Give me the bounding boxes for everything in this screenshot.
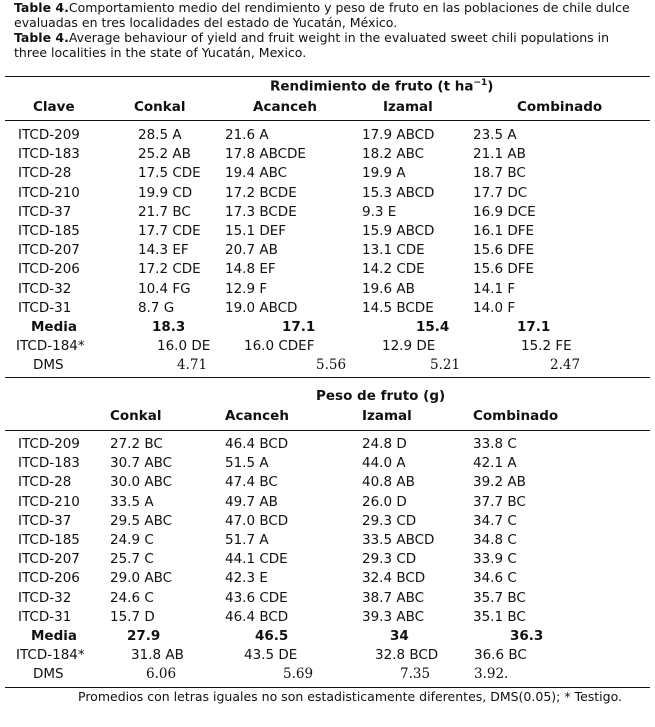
cell: 14.2 CDE: [362, 261, 425, 278]
caption-es: [14, 0, 646, 30]
cell: ITCD-185: [18, 532, 80, 548]
cell: 16.0 DE: [157, 338, 211, 355]
section1-title-sup: −1: [473, 78, 488, 88]
cell: 27.2 BC: [110, 436, 163, 452]
cell: 24.6 C: [110, 589, 154, 606]
cell: ITCD-37: [18, 512, 72, 529]
table-row: [0, 494, 655, 513]
table-caption: [14, 0, 646, 60]
cell: 25.7 C: [110, 551, 154, 568]
cell: 34: [390, 628, 409, 644]
table-row: [0, 455, 655, 474]
cell: 17.1: [282, 319, 316, 335]
cell: 46.4 BCD: [225, 436, 289, 452]
cell: 37.7 BC: [473, 493, 526, 510]
cell: 15.4: [416, 319, 450, 335]
table-row: [0, 609, 655, 628]
caption-en-text: Average behaviour of yield and fruit weight in the evaluated sweet chili populations in three localities in the state of Yucatán, Mexico.: [14, 30, 610, 60]
cell: 46.4 BCD: [225, 608, 289, 625]
cell: 47.4 BC: [225, 474, 278, 491]
cell: DMS: [33, 666, 64, 683]
table-row: [0, 165, 655, 184]
cell: 14.0 F: [473, 299, 516, 316]
section2-header-row: [0, 408, 655, 427]
cell: 34.8 C: [473, 532, 517, 548]
cell: ITCD-206: [18, 570, 80, 587]
cell: 17.2 BCDE: [225, 184, 297, 201]
footnote: Promedios con letras iguales no son estadisticamente diferentes, DMS(0.05); * Testigo.: [78, 689, 622, 704]
testigo-row: [0, 338, 655, 357]
col-header-combinado: Combinado: [517, 99, 603, 115]
cell: 15.2 FE: [521, 338, 572, 355]
table-row: [0, 185, 655, 204]
cell: 18.2 ABC: [362, 146, 425, 163]
cell: 19.6 AB: [362, 280, 415, 297]
cell: 40.8 AB: [362, 474, 415, 491]
col-header-clave: Clave: [33, 99, 75, 115]
cell: 35.7 BC: [473, 589, 526, 606]
cell: 32.8 BCD: [375, 647, 439, 664]
cell: ITCD-31: [18, 299, 72, 316]
cell: 15.9 ABCD: [362, 223, 435, 239]
cell: 43.6 CDE: [225, 589, 288, 606]
cell: DMS: [33, 357, 64, 374]
cell: 39.3 ABC: [362, 608, 425, 625]
cell: 5.69: [283, 666, 314, 683]
cell: 17.7 DC: [473, 184, 528, 201]
cell: 17.1: [517, 319, 551, 335]
caption-es-label: Table 4.: [14, 0, 69, 15]
cell: 17.3 BCDE: [225, 203, 297, 220]
cell: 23.5 A: [473, 127, 517, 143]
cell: 17.7 CDE: [138, 223, 201, 239]
cell: 24.9 C: [110, 532, 154, 548]
cell: 4.71: [177, 357, 208, 374]
cell: 14.5 BCDE: [362, 299, 434, 316]
cell: 31.8 AB: [131, 647, 184, 664]
cell: 16.1 DFE: [473, 223, 535, 239]
section1-header-row: [0, 99, 655, 118]
cell: ITCD-184*: [16, 338, 85, 355]
cell: 3.92.: [474, 666, 509, 683]
table-row: [0, 127, 655, 146]
cell: 42.1 A: [473, 455, 517, 472]
cell: 51.7 A: [225, 532, 269, 548]
cell: ITCD-206: [18, 261, 80, 278]
caption-en-label: Table 4.: [14, 30, 69, 45]
cell: 36.6 BC: [474, 647, 527, 664]
cell: 2.47: [550, 357, 581, 374]
bottom-rule: [5, 687, 650, 688]
cell: 12.9 DE: [382, 338, 436, 355]
cell: 38.7 ABC: [362, 589, 425, 606]
cell: 19.9 A: [362, 165, 406, 182]
cell: 39.2 AB: [473, 474, 526, 491]
cell: ITCD-32: [18, 280, 72, 297]
cell: 44.0 A: [362, 455, 406, 472]
cell: 17.2 CDE: [138, 261, 201, 278]
cell: 29.3 CD: [362, 512, 417, 529]
table-row: [0, 242, 655, 261]
cell: 34.6 C: [473, 570, 517, 587]
cell: 5.56: [316, 357, 347, 374]
top-rule: [5, 76, 650, 77]
cell: ITCD-183: [18, 455, 80, 472]
cell: 26.0 D: [362, 493, 407, 510]
cell: 21.7 BC: [138, 203, 191, 220]
cell: ITCD-28: [18, 474, 72, 491]
cell: 34.7 C: [473, 512, 517, 529]
cell: 25.2 AB: [138, 146, 191, 163]
cell: 28.5 A: [138, 127, 182, 143]
cell: 18.3: [152, 319, 186, 335]
cell: 32.4 BCD: [362, 570, 426, 587]
cell: 17.9 ABCD: [362, 127, 435, 143]
cell: 17.8 ABCDE: [225, 146, 306, 163]
cell: 17.5 CDE: [138, 165, 201, 182]
col2-header-izamal: Izamal: [362, 408, 412, 424]
cell: 46.5: [255, 628, 289, 644]
cell: ITCD-31: [18, 608, 72, 625]
cell: 14.1 F: [473, 280, 516, 297]
cell: ITCD-185: [18, 223, 80, 239]
cell: 19.0 ABCD: [225, 299, 298, 316]
cell: 9.3 E: [362, 203, 397, 220]
cell: Media: [31, 319, 77, 335]
section1-title: [270, 78, 493, 95]
media-row: [0, 628, 655, 647]
caption-en: [14, 30, 646, 60]
cell: 35.1 BC: [473, 608, 526, 625]
section1-header-rule: [5, 120, 650, 121]
table-row: [0, 436, 655, 455]
dms-row: [0, 357, 655, 376]
cell: 21.6 A: [225, 127, 269, 143]
table-row: [0, 570, 655, 589]
table-row: [0, 223, 655, 242]
dms-row: [0, 666, 655, 685]
cell: 15.6 DFE: [473, 242, 535, 259]
cell: 36.3: [510, 628, 544, 644]
cell: 29.0 ABC: [110, 570, 173, 587]
cell: 12.9 F: [225, 280, 268, 297]
cell: 15.6 DFE: [473, 261, 535, 278]
cell: ITCD-184*: [16, 647, 85, 664]
cell: ITCD-210: [18, 184, 80, 201]
col2-header-conkal: Conkal: [110, 408, 162, 424]
cell: 21.1 AB: [473, 146, 526, 163]
section2-title: Peso de fruto (g): [316, 388, 446, 404]
cell: 20.7 AB: [225, 242, 278, 259]
cell: 27.9: [127, 628, 161, 644]
table-row: [0, 146, 655, 165]
section1-title-end: ): [487, 78, 494, 95]
cell: 5.21: [430, 357, 461, 374]
col-header-acanceh: Acanceh: [253, 99, 317, 115]
cell: ITCD-209: [18, 436, 80, 452]
cell: ITCD-37: [18, 203, 72, 220]
cell: 33.8 C: [473, 436, 517, 452]
cell: 24.8 D: [362, 436, 407, 452]
table-row: [0, 513, 655, 532]
col-header-conkal: Conkal: [134, 99, 186, 115]
cell: 14.8 EF: [225, 261, 276, 278]
cell: 33.9 C: [473, 551, 517, 568]
table-row: [0, 532, 655, 551]
cell: ITCD-32: [18, 589, 72, 606]
table-row: [0, 281, 655, 300]
cell: 30.0 ABC: [110, 474, 173, 491]
cell: 15.3 ABCD: [362, 184, 435, 201]
cell: 13.1 CDE: [362, 242, 425, 259]
cell: 19.9 CD: [138, 184, 193, 201]
cell: 18.7 BC: [473, 165, 526, 182]
section1-title-text: Rendimiento de fruto (t ha: [270, 78, 474, 95]
col2-header-acanceh: Acanceh: [225, 408, 289, 424]
cell: 29.3 CD: [362, 551, 417, 568]
cell: 6.06: [146, 666, 177, 683]
cell: 51.5 A: [225, 455, 269, 472]
cell: 49.7 AB: [225, 493, 278, 510]
cell: 16.9 DCE: [473, 203, 536, 220]
cell: 44.1 CDE: [225, 551, 288, 568]
col-header-izamal: Izamal: [383, 99, 433, 115]
cell: 43.5 DE: [244, 647, 298, 664]
table-row: [0, 204, 655, 223]
cell: 30.7 ABC: [110, 455, 173, 472]
cell: 15.7 D: [110, 608, 155, 625]
cell: ITCD-28: [18, 165, 72, 182]
testigo-row: [0, 647, 655, 666]
cell: 15.1 DEF: [225, 223, 287, 239]
section2-header-rule: [5, 430, 650, 431]
cell: 29.5 ABC: [110, 512, 173, 529]
caption-es-text: Comportamiento medio del rendimiento y peso de fruto en las poblaciones de chile dulce evaluadas en tres localidades del estado de Yucatán, México.: [14, 0, 630, 30]
cell: 33.5 ABCD: [362, 532, 435, 548]
cell: 7.35: [400, 666, 431, 683]
cell: 8.7 G: [138, 299, 175, 316]
table-row: [0, 551, 655, 570]
cell: ITCD-209: [18, 127, 80, 143]
cell: 33.5 A: [110, 493, 154, 510]
cell: 16.0 CDEF: [244, 338, 315, 355]
cell: 14.3 EF: [138, 242, 189, 259]
col2-header-combinado: Combinado: [473, 408, 559, 424]
table-row: [0, 261, 655, 280]
cell: ITCD-207: [18, 242, 80, 259]
section-divider-rule: [5, 377, 650, 378]
cell: 42.3 E: [225, 570, 268, 587]
cell: ITCD-207: [18, 551, 80, 568]
cell: 47.0 BCD: [225, 512, 289, 529]
table-row: [0, 590, 655, 609]
table-row: [0, 474, 655, 493]
cell: 10.4 FG: [138, 280, 191, 297]
cell: 19.4 ABC: [225, 165, 288, 182]
media-row: [0, 319, 655, 338]
cell: ITCD-183: [18, 146, 80, 163]
cell: Media: [31, 628, 77, 644]
table-row: [0, 300, 655, 319]
cell: ITCD-210: [18, 493, 80, 510]
